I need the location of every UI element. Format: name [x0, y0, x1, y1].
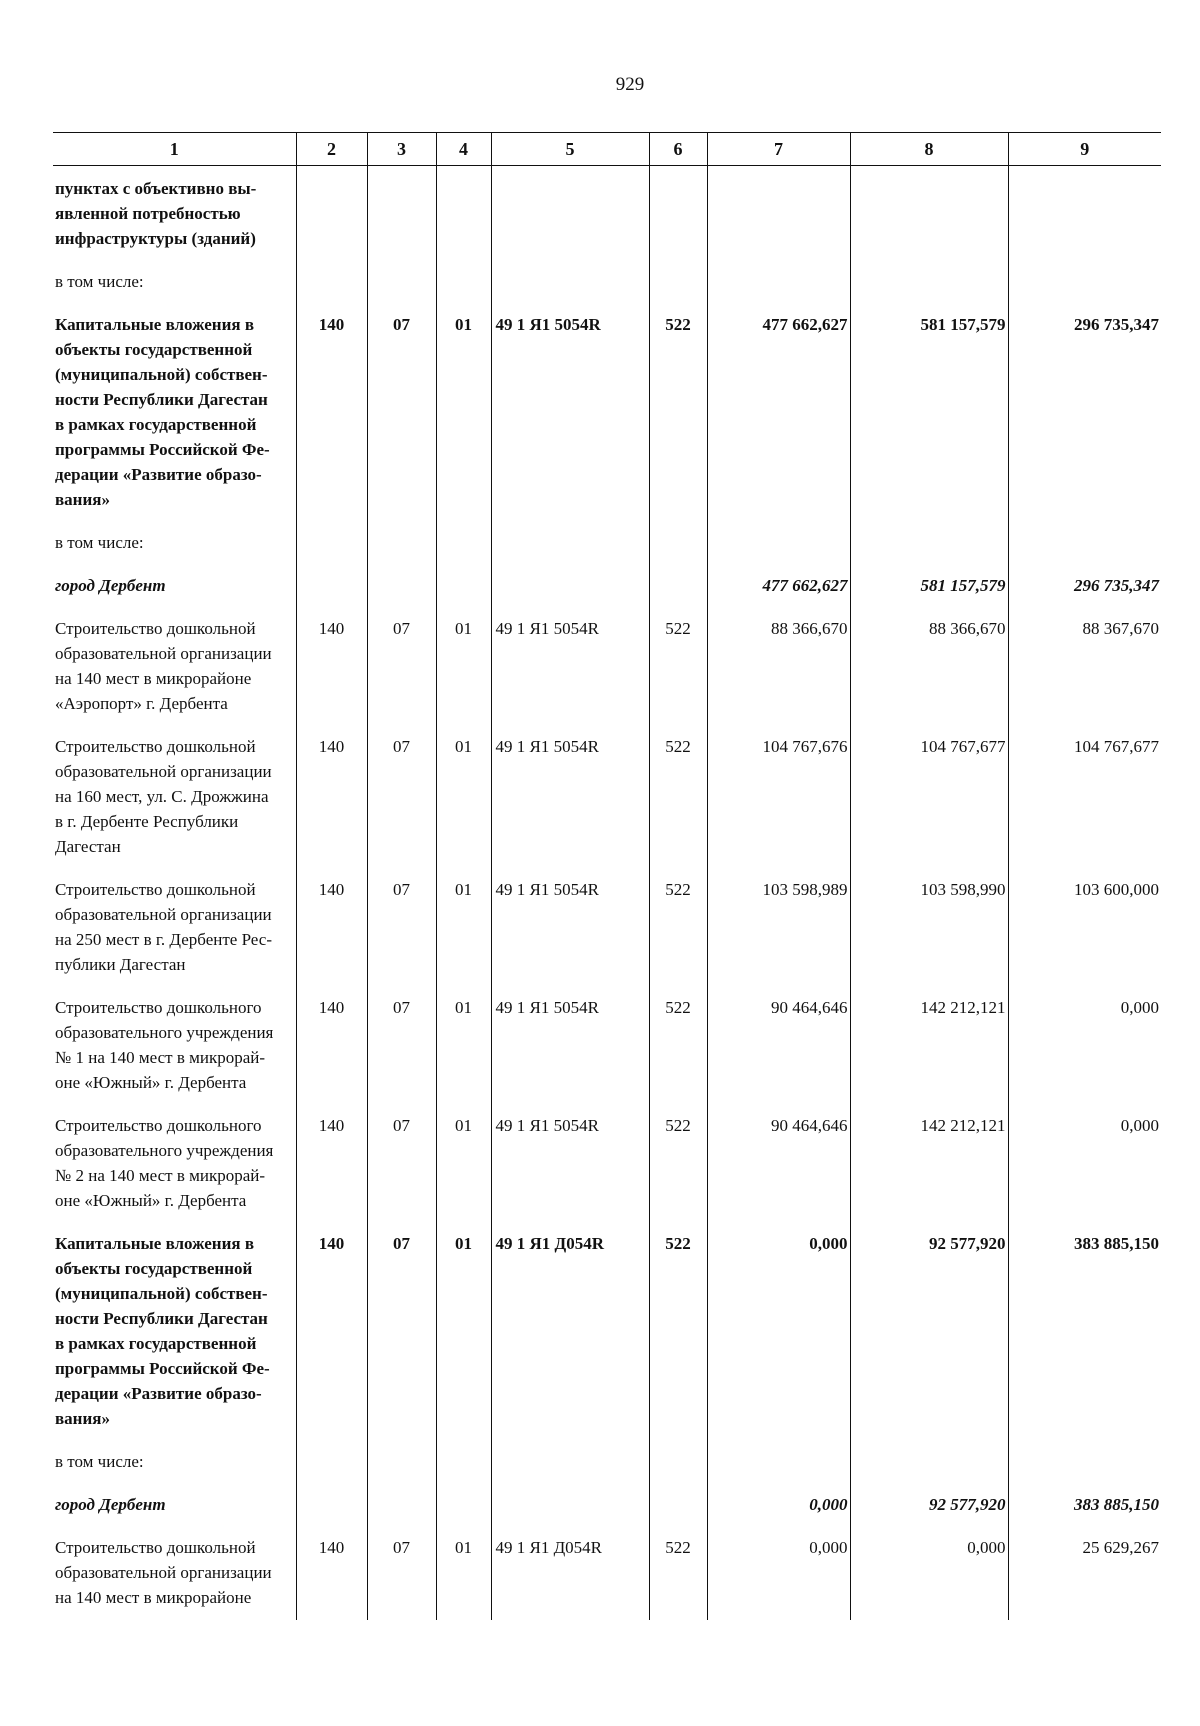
subsection-code-cell: 07 [367, 1104, 436, 1222]
subsection-code-cell: 07 [367, 725, 436, 868]
amount-year1-cell: 104 767,676 [707, 725, 850, 868]
table-row [53, 1483, 1161, 1526]
target-article-cell [491, 166, 649, 261]
expense-type-cell: 522 [649, 868, 707, 986]
section-code-cell: 140 [296, 725, 367, 868]
amount-year1-cell: 90 464,646 [707, 986, 850, 1104]
amount-year3-cell: 88 367,670 [1008, 607, 1161, 725]
subsection2-code-cell [436, 564, 491, 607]
amount-year1-cell: 477 662,627 [707, 564, 850, 607]
table-row [53, 1526, 1161, 1620]
amount-year2-cell: 581 157,579 [850, 303, 1008, 521]
section-code-cell [296, 260, 367, 303]
amount-year1-cell: 0,000 [707, 1222, 850, 1440]
row-name-cell: Капитальные вложения в объекты государственной (муниципальной) собствен- ности Республики Дагестан в рамках государственной программы Российской Фе- дерации «Развитие образо- вания» [55, 1234, 270, 1428]
expense-type-cell: 522 [649, 1104, 707, 1222]
subsection-code-cell [367, 166, 436, 261]
table-row [53, 986, 1161, 1104]
subsection2-code-cell [436, 166, 491, 261]
expense-type-cell [649, 1440, 707, 1483]
header-row [53, 133, 1161, 166]
amount-year3-cell: 296 735,347 [1008, 564, 1161, 607]
section-code-cell: 140 [296, 986, 367, 1104]
amount-year3-cell: 296 735,347 [1008, 303, 1161, 521]
amount-year3-cell [1008, 260, 1161, 303]
row-name-cell: пунктах с объективно вы- явленной потребностью инфраструктуры (зданий) [55, 179, 257, 248]
target-article-cell: 49 1 Я1 5054R [491, 868, 649, 986]
target-article-cell: 49 1 Я1 Д054R [491, 1526, 649, 1620]
column-header: 4 [436, 133, 491, 166]
subsection2-code-cell: 01 [436, 1222, 491, 1440]
expense-type-cell [649, 166, 707, 261]
table-row [53, 1222, 1161, 1440]
amount-year2-cell [850, 1440, 1008, 1483]
amount-year1-cell: 0,000 [707, 1526, 850, 1620]
expense-type-cell [649, 260, 707, 303]
subsection2-code-cell: 01 [436, 986, 491, 1104]
row-name-cell: город Дербент [55, 576, 166, 595]
target-article-cell: 49 1 Я1 5054R [491, 986, 649, 1104]
target-article-cell: 49 1 Я1 5054R [491, 607, 649, 725]
amount-year2-cell: 103 598,990 [850, 868, 1008, 986]
expense-type-cell: 522 [649, 1222, 707, 1440]
amount-year2-cell: 92 577,920 [850, 1483, 1008, 1526]
amount-year3-cell [1008, 1440, 1161, 1483]
row-name-cell: Строительство дошкольной образовательной организации на 160 мест, ул. С. Дрожжина в г. Дербенте Республики Дагестан [55, 737, 272, 856]
table-row [53, 868, 1161, 986]
amount-year2-cell [850, 166, 1008, 261]
target-article-cell: 49 1 Я1 5054R [491, 303, 649, 521]
subsection2-code-cell: 01 [436, 1104, 491, 1222]
section-code-cell: 140 [296, 607, 367, 725]
target-article-cell: 49 1 Я1 Д054R [491, 1222, 649, 1440]
subsection2-code-cell: 01 [436, 868, 491, 986]
expense-type-cell [649, 1483, 707, 1526]
amount-year1-cell [707, 521, 850, 564]
amount-year2-cell: 581 157,579 [850, 564, 1008, 607]
subsection-code-cell [367, 260, 436, 303]
row-name-cell: Строительство дошкольного образовательного учреждения № 2 на 140 мест в микрорай- оне «Южный» г. Дербента [55, 1116, 274, 1210]
subsection-code-cell: 07 [367, 1222, 436, 1440]
subsection2-code-cell [436, 1483, 491, 1526]
table-row [53, 725, 1161, 868]
column-header: 7 [707, 133, 850, 166]
row-name-cell: Строительство дошкольной образовательной организации на 140 мест в микрорайоне [55, 1538, 272, 1607]
expense-type-cell [649, 564, 707, 607]
subsection2-code-cell: 01 [436, 607, 491, 725]
amount-year2-cell: 88 366,670 [850, 607, 1008, 725]
section-code-cell: 140 [296, 868, 367, 986]
column-header: 5 [491, 133, 649, 166]
target-article-cell [491, 1440, 649, 1483]
row-name-cell: Строительство дошкольного образовательного учреждения № 1 на 140 мест в микрорай- оне «Южный» г. Дербента [55, 998, 274, 1092]
subsection-code-cell [367, 564, 436, 607]
target-article-cell: 49 1 Я1 5054R [491, 1104, 649, 1222]
amount-year3-cell: 0,000 [1008, 986, 1161, 1104]
subsection-code-cell: 07 [367, 607, 436, 725]
row-name-cell: город Дербент [55, 1495, 166, 1514]
amount-year1-cell: 0,000 [707, 1483, 850, 1526]
target-article-cell [491, 260, 649, 303]
amount-year2-cell [850, 521, 1008, 564]
subsection-code-cell: 07 [367, 986, 436, 1104]
subsection2-code-cell [436, 1440, 491, 1483]
subsection-code-cell [367, 521, 436, 564]
subsection-code-cell: 07 [367, 1526, 436, 1620]
expense-type-cell [649, 521, 707, 564]
subsection2-code-cell [436, 260, 491, 303]
amount-year3-cell: 383 885,150 [1008, 1483, 1161, 1526]
table-row [53, 564, 1161, 607]
subsection-code-cell: 07 [367, 303, 436, 521]
subsection2-code-cell [436, 521, 491, 564]
target-article-cell: 49 1 Я1 5054R [491, 725, 649, 868]
table-body [53, 166, 1161, 1621]
subsection2-code-cell: 01 [436, 1526, 491, 1620]
column-header: 6 [649, 133, 707, 166]
amount-year1-cell [707, 1440, 850, 1483]
expense-type-cell: 522 [649, 725, 707, 868]
amount-year1-cell [707, 260, 850, 303]
amount-year2-cell [850, 260, 1008, 303]
table-row [53, 1440, 1161, 1483]
row-name-cell: Капитальные вложения в объекты государственной (муниципальной) собствен- ности Республики Дагестан в рамках государственной программы Российской Фе- дерации «Развитие образо- вания» [55, 315, 270, 509]
table-row [53, 607, 1161, 725]
amount-year1-cell [707, 166, 850, 261]
amount-year2-cell: 142 212,121 [850, 1104, 1008, 1222]
amount-year1-cell: 103 598,989 [707, 868, 850, 986]
target-article-cell [491, 564, 649, 607]
expense-type-cell: 522 [649, 986, 707, 1104]
amount-year1-cell: 90 464,646 [707, 1104, 850, 1222]
expense-type-cell: 522 [649, 607, 707, 725]
amount-year2-cell: 92 577,920 [850, 1222, 1008, 1440]
amount-year3-cell: 25 629,267 [1008, 1526, 1161, 1620]
amount-year3-cell: 103 600,000 [1008, 868, 1161, 986]
section-code-cell: 140 [296, 1222, 367, 1440]
expense-type-cell: 522 [649, 1526, 707, 1620]
subsection-code-cell [367, 1483, 436, 1526]
section-code-cell [296, 521, 367, 564]
amount-year3-cell: 0,000 [1008, 1104, 1161, 1222]
section-code-cell: 140 [296, 303, 367, 521]
amount-year2-cell: 104 767,677 [850, 725, 1008, 868]
section-code-cell [296, 166, 367, 261]
target-article-cell [491, 1483, 649, 1526]
table-header [53, 133, 1161, 166]
table-row [53, 303, 1161, 521]
column-header: 8 [850, 133, 1008, 166]
amount-year1-cell: 477 662,627 [707, 303, 850, 521]
subsection2-code-cell: 01 [436, 303, 491, 521]
target-article-cell [491, 521, 649, 564]
amount-year3-cell: 383 885,150 [1008, 1222, 1161, 1440]
section-code-cell: 140 [296, 1526, 367, 1620]
section-code-cell [296, 564, 367, 607]
row-name-cell: Строительство дошкольной образовательной организации на 250 мест в г. Дербенте Рес- публики Дагестан [55, 880, 272, 974]
section-code-cell [296, 1440, 367, 1483]
row-name-cell: в том числе: [55, 272, 144, 291]
section-code-cell [296, 1483, 367, 1526]
table-row [53, 260, 1161, 303]
table-row [53, 1104, 1161, 1222]
row-name-cell: в том числе: [55, 1452, 144, 1471]
amount-year2-cell: 0,000 [850, 1526, 1008, 1620]
page-number: 929 [615, 74, 645, 95]
column-header: 1 [53, 133, 296, 166]
budget-table [53, 132, 1161, 1620]
column-header: 3 [367, 133, 436, 166]
amount-year3-cell [1008, 521, 1161, 564]
subsection-code-cell: 07 [367, 868, 436, 986]
table-row [53, 166, 1161, 261]
amount-year1-cell: 88 366,670 [707, 607, 850, 725]
subsection-code-cell [367, 1440, 436, 1483]
amount-year3-cell [1008, 166, 1161, 261]
column-header: 9 [1008, 133, 1161, 166]
row-name-cell: в том числе: [55, 533, 144, 552]
subsection2-code-cell: 01 [436, 725, 491, 868]
table-row [53, 521, 1161, 564]
row-name-cell: Строительство дошкольной образовательной организации на 140 мест в микрорайоне «Аэропорт» г. Дербента [55, 619, 272, 713]
expense-type-cell: 522 [649, 303, 707, 521]
section-code-cell: 140 [296, 1104, 367, 1222]
amount-year2-cell: 142 212,121 [850, 986, 1008, 1104]
column-header: 2 [296, 133, 367, 166]
amount-year3-cell: 104 767,677 [1008, 725, 1161, 868]
